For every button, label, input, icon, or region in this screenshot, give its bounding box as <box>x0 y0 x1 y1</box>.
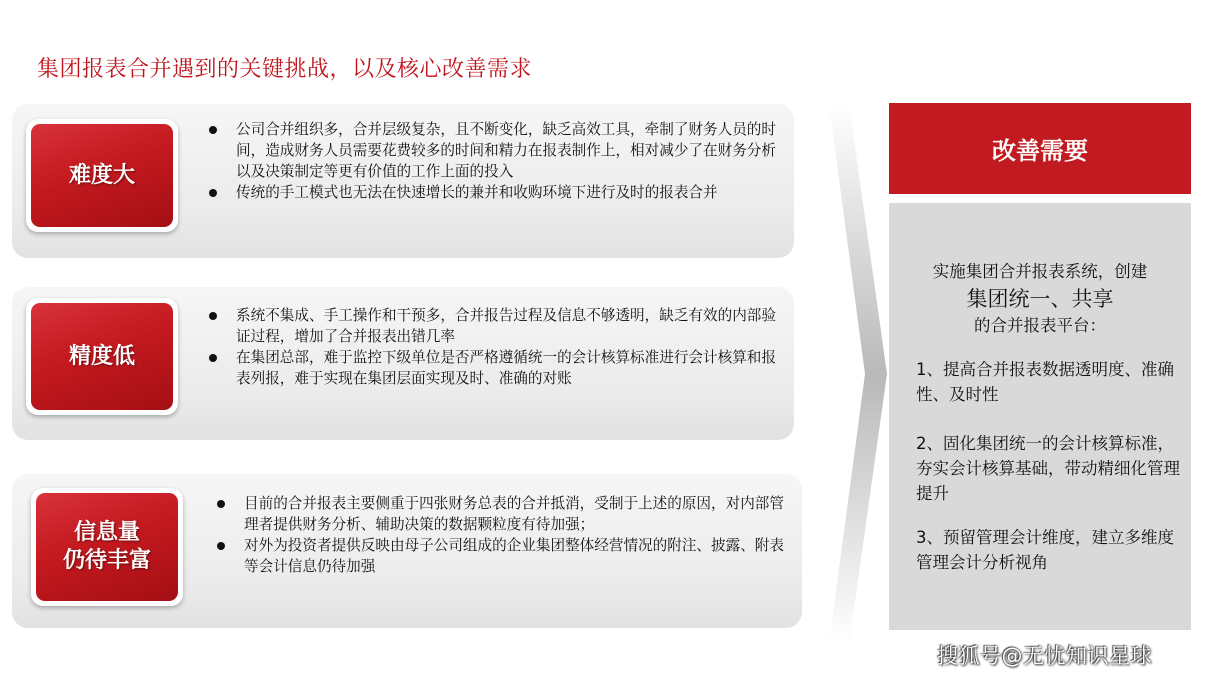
improvement-subtitle: 的合并报表平台： <box>974 316 1106 335</box>
challenge-bullet: 目前的合并报表主要侧重于四张财务总表的合并抵消，受制于上述的原因，对内部管理者提供财务分析、辅助决策的数据颗粒度有待加强； <box>215 493 795 535</box>
improvement-header <box>889 103 1191 194</box>
challenge-bullet: 对外为投资者提供反映由母子公司组成的企业集团整体经营情况的附注、披露、附表等会计信息仍待加强 <box>215 535 795 577</box>
improvement-item: 3、预留管理会计维度，建立多维度管理会计分析视角 <box>916 528 1174 572</box>
improvement-header-label: 改善需要 <box>992 137 1088 165</box>
challenge-badge-precision <box>31 303 173 410</box>
improvement-highlight: 集团统一、共享 <box>966 287 1114 311</box>
challenge-card-precision <box>12 287 794 440</box>
challenge-badge-label: 精度低 <box>68 343 135 369</box>
challenge-bullet: 公司合并组织多，合并层级复杂，且不断变化，缺乏高效工具，牵制了财务人员的时间，造成财务人员需要花费较多的时间和精力在报表制作上，相对减少了在财务分析以及决策制定等更有价值的工作上面的投入 <box>207 119 787 182</box>
badge-label-line-1: 信息量 <box>73 520 140 545</box>
chevron-right-arrow-icon <box>829 104 887 644</box>
challenge-badge-difficulty <box>31 124 173 227</box>
challenge-badge-frame <box>26 119 178 232</box>
challenge-card-information <box>12 474 802 628</box>
challenge-bullet: 传统的手工模式也无法在快速增长的兼并和收购环境下进行及时的报表合并 <box>207 182 787 203</box>
slide-title: 集团报表合并遇到的关键挑战，以及核心改善需求 <box>37 57 533 82</box>
watermark: 搜狐号@无忧知识星球 <box>937 644 1152 668</box>
challenge-badge-frame <box>31 488 183 606</box>
improvement-item: 1、提高合并报表数据透明度、准确性、及时性 <box>916 360 1174 404</box>
challenge-badge-label: 难度大 <box>68 162 135 188</box>
improvement-intro: 实施集团合并报表系统，创建 <box>932 262 1148 281</box>
challenge-bullet-list <box>207 305 787 389</box>
improvement-item: 2、固化集团统一的会计核算标准，夯实会计核算基础，带动精细化管理提升 <box>916 434 1180 503</box>
challenge-bullet-list <box>215 493 795 577</box>
challenge-card-difficulty <box>12 104 794 258</box>
badge-label-line-2: 仍待丰富 <box>62 548 151 573</box>
challenge-bullet-list <box>207 119 787 203</box>
challenge-bullet: 系统不集成、手工操作和干预多，合并报告过程及信息不够透明，缺乏有效的内部验证过程，增加了合并报表出错几率 <box>207 305 787 347</box>
improvement-panel <box>889 203 1191 630</box>
challenge-badge-label <box>63 519 151 575</box>
challenge-badge-information <box>36 493 178 601</box>
challenge-bullet: 在集团总部，难于监控下级单位是否严格遵循统一的会计核算标准进行会计核算和报表列报，难于实现在集团层面实现及时、准确的对账 <box>207 347 787 389</box>
challenge-badge-frame <box>26 298 178 415</box>
